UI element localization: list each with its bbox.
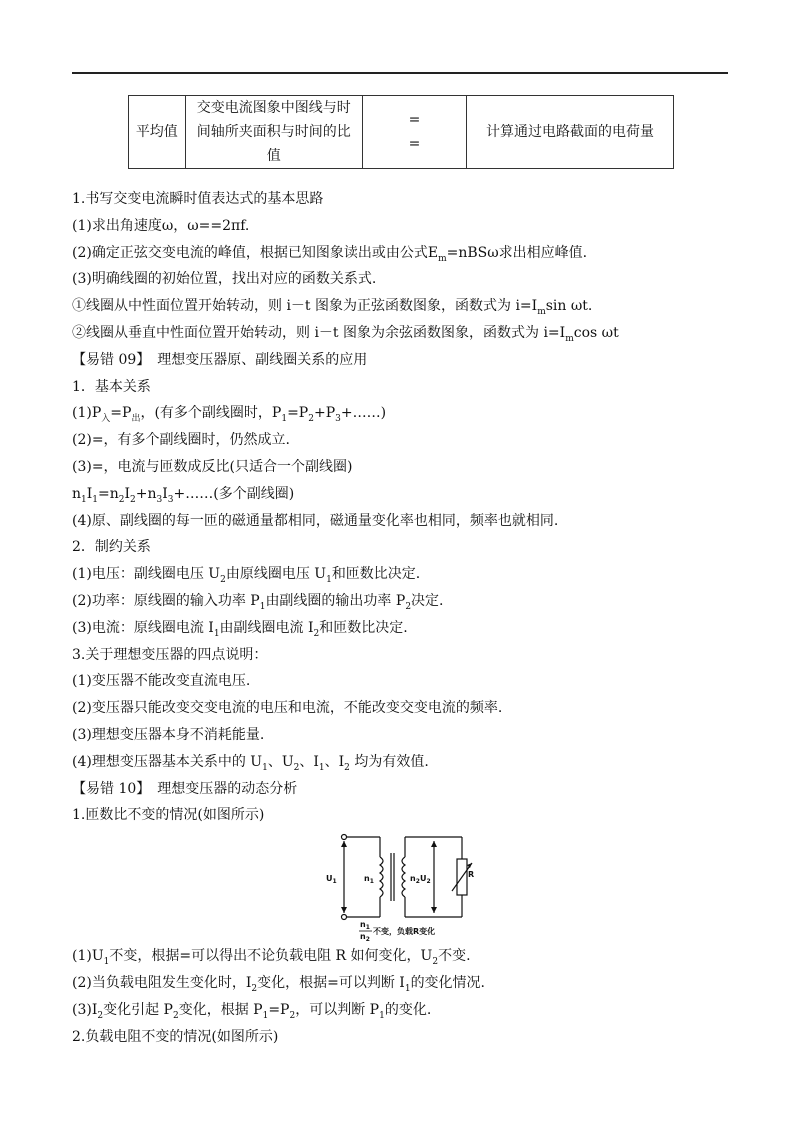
text-line: (3)=，电流与匝数成反比(只适合一个副线圈) — [72, 458, 353, 475]
text-line: ①线圈从中性面位置开始转动，则 i－t 图象为正弦函数图象，函数式为 $i=I_m\sin$ ωt. — [72, 298, 593, 317]
top-rule — [72, 72, 728, 74]
text-line: $n_1I_1=n_2I_2+n_3I_3+\dots\dots$(多个副线圈) — [72, 485, 295, 505]
label-u1: $U_1$ — [326, 874, 337, 886]
subheading: 2．制约关系 — [72, 539, 151, 556]
text-line: $(1)P_入=P_出$，(有多个副线圈时，$P_1=P_2+P_3+\dots\dots$) — [72, 405, 387, 425]
label-r: R — [468, 870, 475, 880]
subheading: 3.关于理想变压器的四点说明： — [72, 646, 268, 663]
summary-table — [128, 95, 674, 169]
section-heading: 1.书写交变电流瞬时值表达式的基本思路 — [72, 191, 324, 207]
text-line: (4)理想变压器基本关系中的 $U_1$、$U_2$、$I_1$、$I_2$ 均为有效值. — [72, 753, 429, 773]
section-heading: 【易错 09】 理想变压器原、副线圈关系的应用 — [72, 351, 368, 368]
section-heading: 【易错 10】 理想变压器的动态分析 — [72, 780, 298, 797]
text-line: (3)明确线圈的初始位置，找出对应的函数关系式. — [72, 271, 377, 288]
text-line: (4)原、副线圈的每一匝的磁通量都相同，磁通量变化率也相同，频率也就相同. — [72, 512, 559, 529]
text-line: (2)确定正弦交变电流的峰值，根据已知图象读出或由公式$E_m=nBS\omega$求出相应峰值. — [72, 244, 588, 264]
text-line: (1)变压器不能改变直流电压. — [72, 673, 251, 690]
label-n2: $n_2$ — [410, 874, 420, 886]
label-n1: $n_1$ — [364, 874, 374, 886]
page-content — [72, 186, 732, 1050]
label-u2: $U_2$ — [420, 874, 431, 886]
svg-text:n1: $n_1$ — [360, 920, 370, 932]
table-row — [129, 96, 674, 169]
subheading: 1．基本关系 — [72, 378, 151, 395]
svg-text:n2: $n_2$ — [360, 932, 370, 944]
table-cell-usage: 计算通过电路截面的电荷量 — [467, 96, 674, 169]
subheading: 1.匝数比不变的情况(如图所示) — [72, 807, 265, 824]
table-cell-label: 平均值 — [129, 96, 186, 169]
figure-caption: 不变，负载R变化 — [373, 927, 436, 937]
text-line: (2)功率：原线圈的输入功率 $P_1$由副线圈的输出功率 $P_2$决定. — [72, 592, 444, 612]
transformer-circuit-diagram — [326, 829, 476, 944]
text-line: (3)电流：原线圈电流 $I_1$由副线圈电流 $I_2$和匝数比决定. — [72, 619, 408, 639]
text-line: ②线圈从垂直中性面位置开始转动，则 i－t 图象为余弦函数图象，函数式为 $i=I_m\cos$ ωt — [72, 324, 619, 344]
text-line: (2)=，有多个副线圈时，仍然成立. — [72, 432, 291, 449]
table-cell-definition: 交变电流图象中图线与时 间轴所夹面积与时间的比 值 — [185, 96, 362, 169]
subheading: 2.负载电阻不变的情况(如图所示) — [72, 1028, 279, 1045]
transformer-figure — [72, 829, 732, 943]
text-line: (3)理想变压器本身不消耗能量. — [72, 726, 265, 743]
text-line: (2)变压器只能改变交变电流的电压和电流，不能改变交变电流的频率. — [72, 700, 503, 717]
text-line: $(3)I_2$变化引起 $P_2$变化，根据 $P_1=P_2$，可以判断 $P_1$的变化. — [72, 1001, 432, 1021]
text-line: (2)当负载电阻发生变化时，$I_2$变化，根据=可以判断 $I_1$的变化情况. — [72, 974, 486, 994]
table-cell-formula: = = — [362, 96, 466, 169]
text-line: (1)求出角速度ω，ω==2πf. — [72, 217, 250, 234]
text-line: $(1)U_1$不变，根据=可以得出不论负载电阻 R 如何变化，$U_2$不变. — [72, 948, 471, 967]
text-line: (1)电压：副线圈电压 $U_2$由原线圈电压 $U_1$和匝数比决定. — [72, 566, 421, 585]
